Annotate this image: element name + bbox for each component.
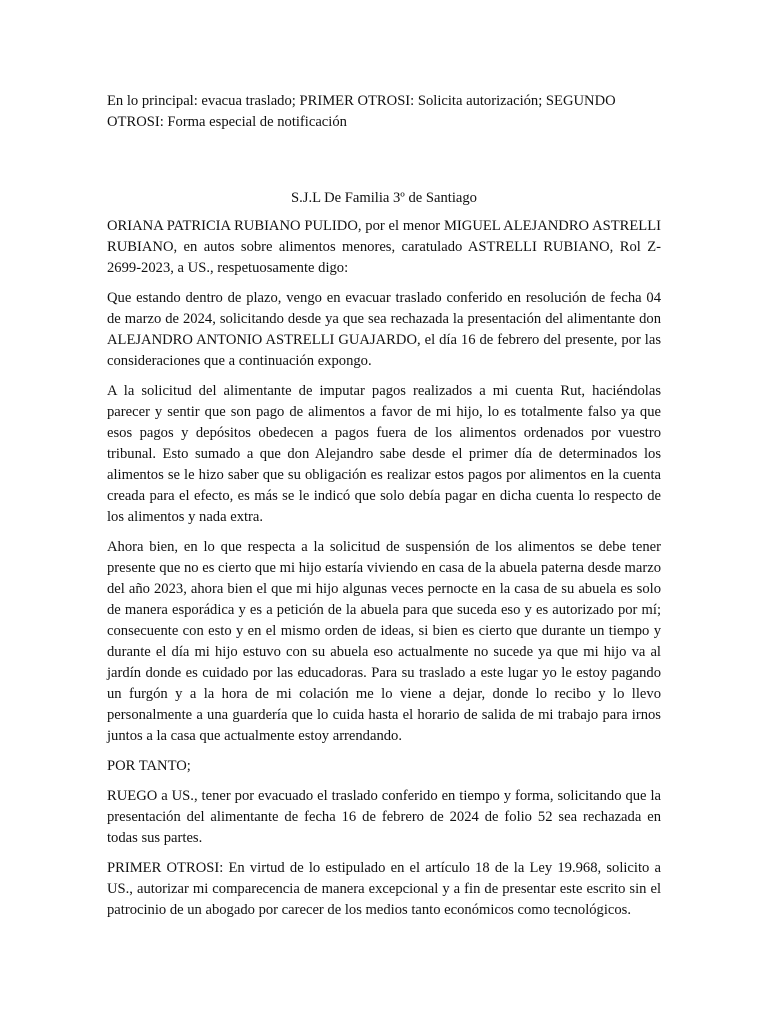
paragraph-request: Que estando dentro de plazo, vengo en evacuar traslado conferido en resolución de fecha 04 de marzo de 2024, solicitando desde ya que sea rechazada la presentación del alimentante don ALEJANDRO ANTONIO ASTRELLI GUAJARDO, el día 16 de febrero del presente, por las consideraciones que a continuación expongo. bbox=[107, 290, 661, 369]
court-heading: S.J.L De Familia 3º de Santiago bbox=[291, 190, 477, 206]
paragraph-payments: A la solicitud del alimentante de imputar pagos realizados a mi cuenta Rut, haciéndolas parecer y sentir que son pago de alimentos a favor de mi hijo, lo es totalmente falso ya que esos pagos y depósitos obedecen a pagos fuera de los alimentos ordenados por vuestro tribunal. Esto sumado a que don Alejandro sabe desde el primer día de determinados los alimentos se le hizo saber que su obligación es realizar estos pagos por alimentos en la cuenta creada para el efecto, es más se le indicó que solo debía pagar en dicha cuenta lo respecto de los alimentos y nada extra. bbox=[107, 383, 661, 525]
document-summary: En lo principal: evacua traslado; PRIMER OTROSI: Solicita autorización; SEGUNDO OTROSI: Forma especial de notificación bbox=[107, 93, 616, 130]
paragraph-suspension: Ahora bien, en lo que respecta a la solicitud de suspensión de los alimentos se debe tener presente que no es cierto que mi hijo estaría viviendo en casa de la abuela paterna desde marzo del año 2023, ahora bien el que mi hijo algunas veces pernocte en la casa de su abuela es solo de manera esporádica y es a petición de la abuela para que suceda eso y es autorizado por mí; consecuente con esto y en el mismo orden de ideas, si bien es cierto que durante un tiempo y durante el día mi hijo estuvo con su abuela eso actualmente no sucede ya que mi hijo va al jardín donde es cuidado por las educadoras. Para su traslado a este lugar yo le estoy pagando un furgón y a la hora de mi colación me lo viene a dejar, donde lo recibo y lo llevo personalmente a una guardería que lo cuida hasta el horario de salida de mi trabajo para irnos juntos a la casa que actualmente estoy arrendando. bbox=[107, 539, 661, 744]
paragraph-ruego: RUEGO a US., tener por evacuado el traslado conferido en tiempo y forma, solicitando que la presentación del alimentante de fecha 16 de febrero de 2024 de folio 52 sea rechazada en todas sus partes. bbox=[107, 788, 661, 846]
paragraph-appearance: ORIANA PATRICIA RUBIANO PULIDO, por el menor MIGUEL ALEJANDRO ASTRELLI RUBIANO, en autos sobre alimentos menores, caratulado ASTRELLI RUBIANO, Rol Z-2699-2023, a US., respetuosamente digo: bbox=[107, 218, 661, 276]
paragraph-por-tanto: POR TANTO; bbox=[107, 758, 191, 774]
paragraph-primer-otrosi: PRIMER OTROSI: En virtud de lo estipulado en el artículo 18 de la Ley 19.968, solicito a US., autorizar mi comparecencia de manera excepcional y a fin de presentar este escrito sin el patrocinio de un abogado por carecer de los medios tanto económicos como tecnológicos. bbox=[107, 860, 661, 918]
